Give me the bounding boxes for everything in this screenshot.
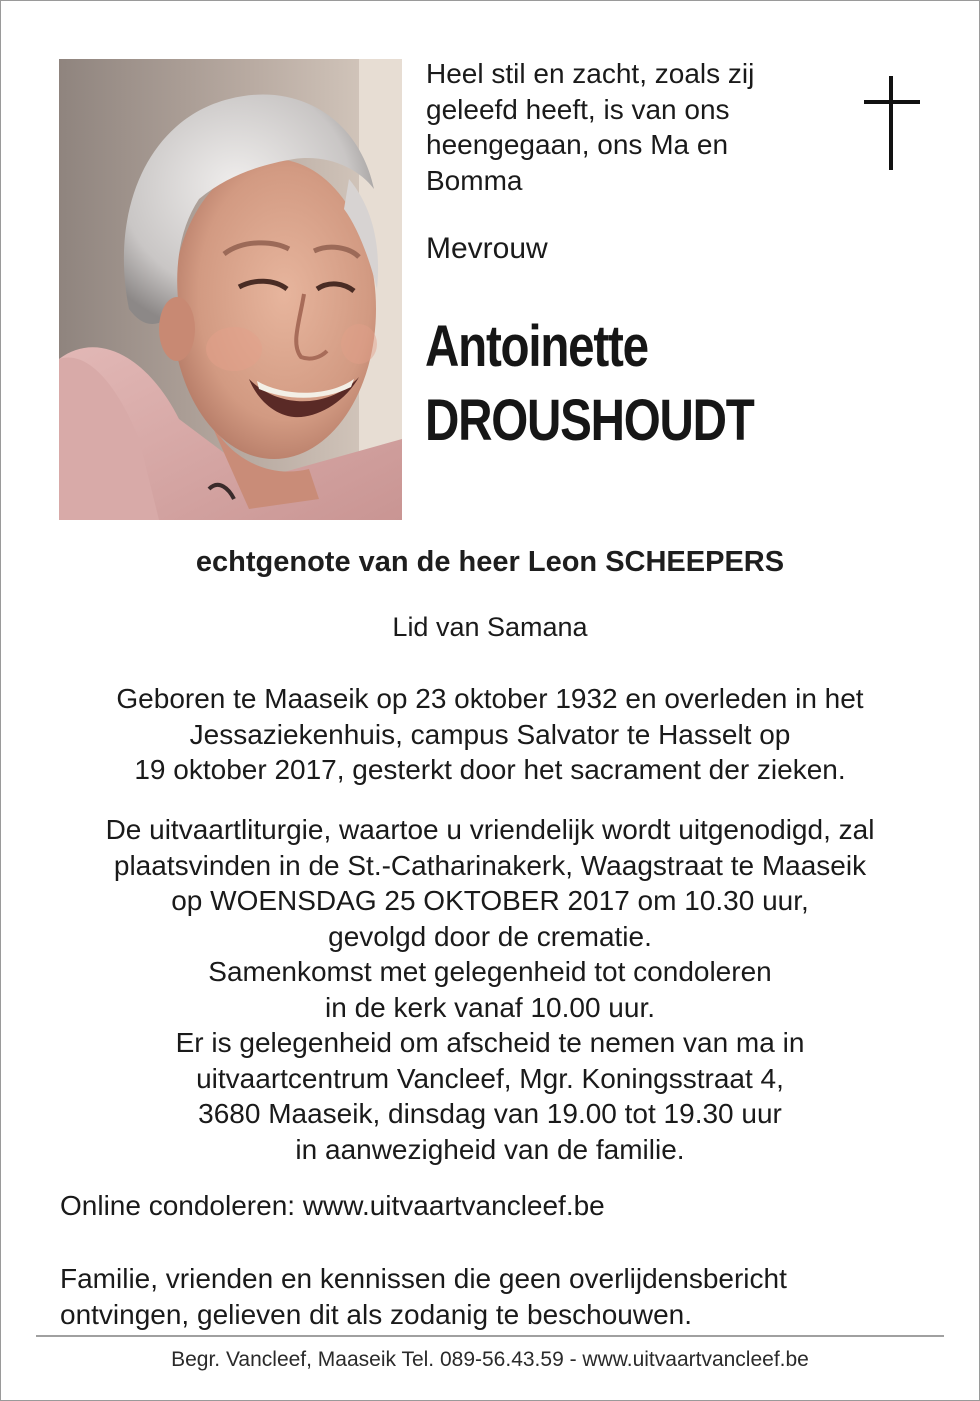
portrait-photo [59,59,402,520]
intro-line: heengegaan, ons Ma en [426,129,729,160]
paragraph-line: in aanwezigheid van de familie. [295,1133,685,1165]
intro-line: Heel stil en zacht, zoals zij [426,58,755,89]
cross-icon [864,73,924,173]
birth-death-paragraph [0,681,980,788]
intro-line: Bomma [426,164,523,196]
intro-line: geleefd heeft, is van ons [426,93,730,125]
paragraph-line: Geboren te Maaseik op 23 oktober 1932 en overleden in het [116,683,864,714]
paragraph-line: op WOENSDAG 25 OKTOBER 2017 om 10.30 uur, [171,885,809,916]
spouse-line: echtgenote van de heer Leon SCHEEPERS [195,546,785,578]
paragraph-line: gevolgd door de crematie. [328,920,652,952]
paragraph-line: uitvaartcentrum Vancleef, Mgr. Koningsstraat 4, [196,1062,784,1094]
honorific: Mevrouw [426,232,548,265]
footer-divider [36,1335,944,1337]
paragraph-line: plaatsvinden in de St.-Catharinakerk, Waagstraat te Maaseik [113,849,867,881]
paragraph-line: 19 oktober 2017, gesterkt door het sacrament der zieken. [134,754,846,785]
last-name: DROUSHOUDT [425,388,754,453]
first-name: Antoinette [425,314,648,379]
funeral-paragraph [0,812,980,1167]
paragraph-line: Familie, vrienden en kennissen die geen overlijdensbericht [60,1263,787,1294]
intro-text [426,56,826,198]
online-condolence-line: Online condoleren: www.uitvaartvancleef.be [60,1190,605,1221]
paragraph-line: in de kerk vanaf 10.00 uur. [325,991,655,1023]
paragraph-line: 3680 Maaseik, dinsdag van 19.00 tot 19.30 uur [198,1098,782,1129]
paragraph-line: Er is gelegenheid om afscheid te nemen van ma in [175,1027,805,1058]
paragraph-line: De uitvaartliturgie, waartoe u vriendelijk wordt uitgenodigd, zal [105,814,875,845]
footer-contact: Begr. Vancleef, Maaseik Tel. 089-56.43.59 - www.uitvaartvancleef.be [171,1348,809,1371]
family-note [60,1261,787,1332]
paragraph-line: Samenkomst met gelegenheid tot condoleren [208,956,772,987]
membership-line: Lid van Samana [392,612,588,642]
paragraph-line: Jessaziekenhuis, campus Salvator te Hasselt op [189,718,791,750]
paragraph-line: ontvingen, gelieven dit als zodanig te beschouwen. [60,1298,692,1330]
deceased-name [425,310,754,458]
